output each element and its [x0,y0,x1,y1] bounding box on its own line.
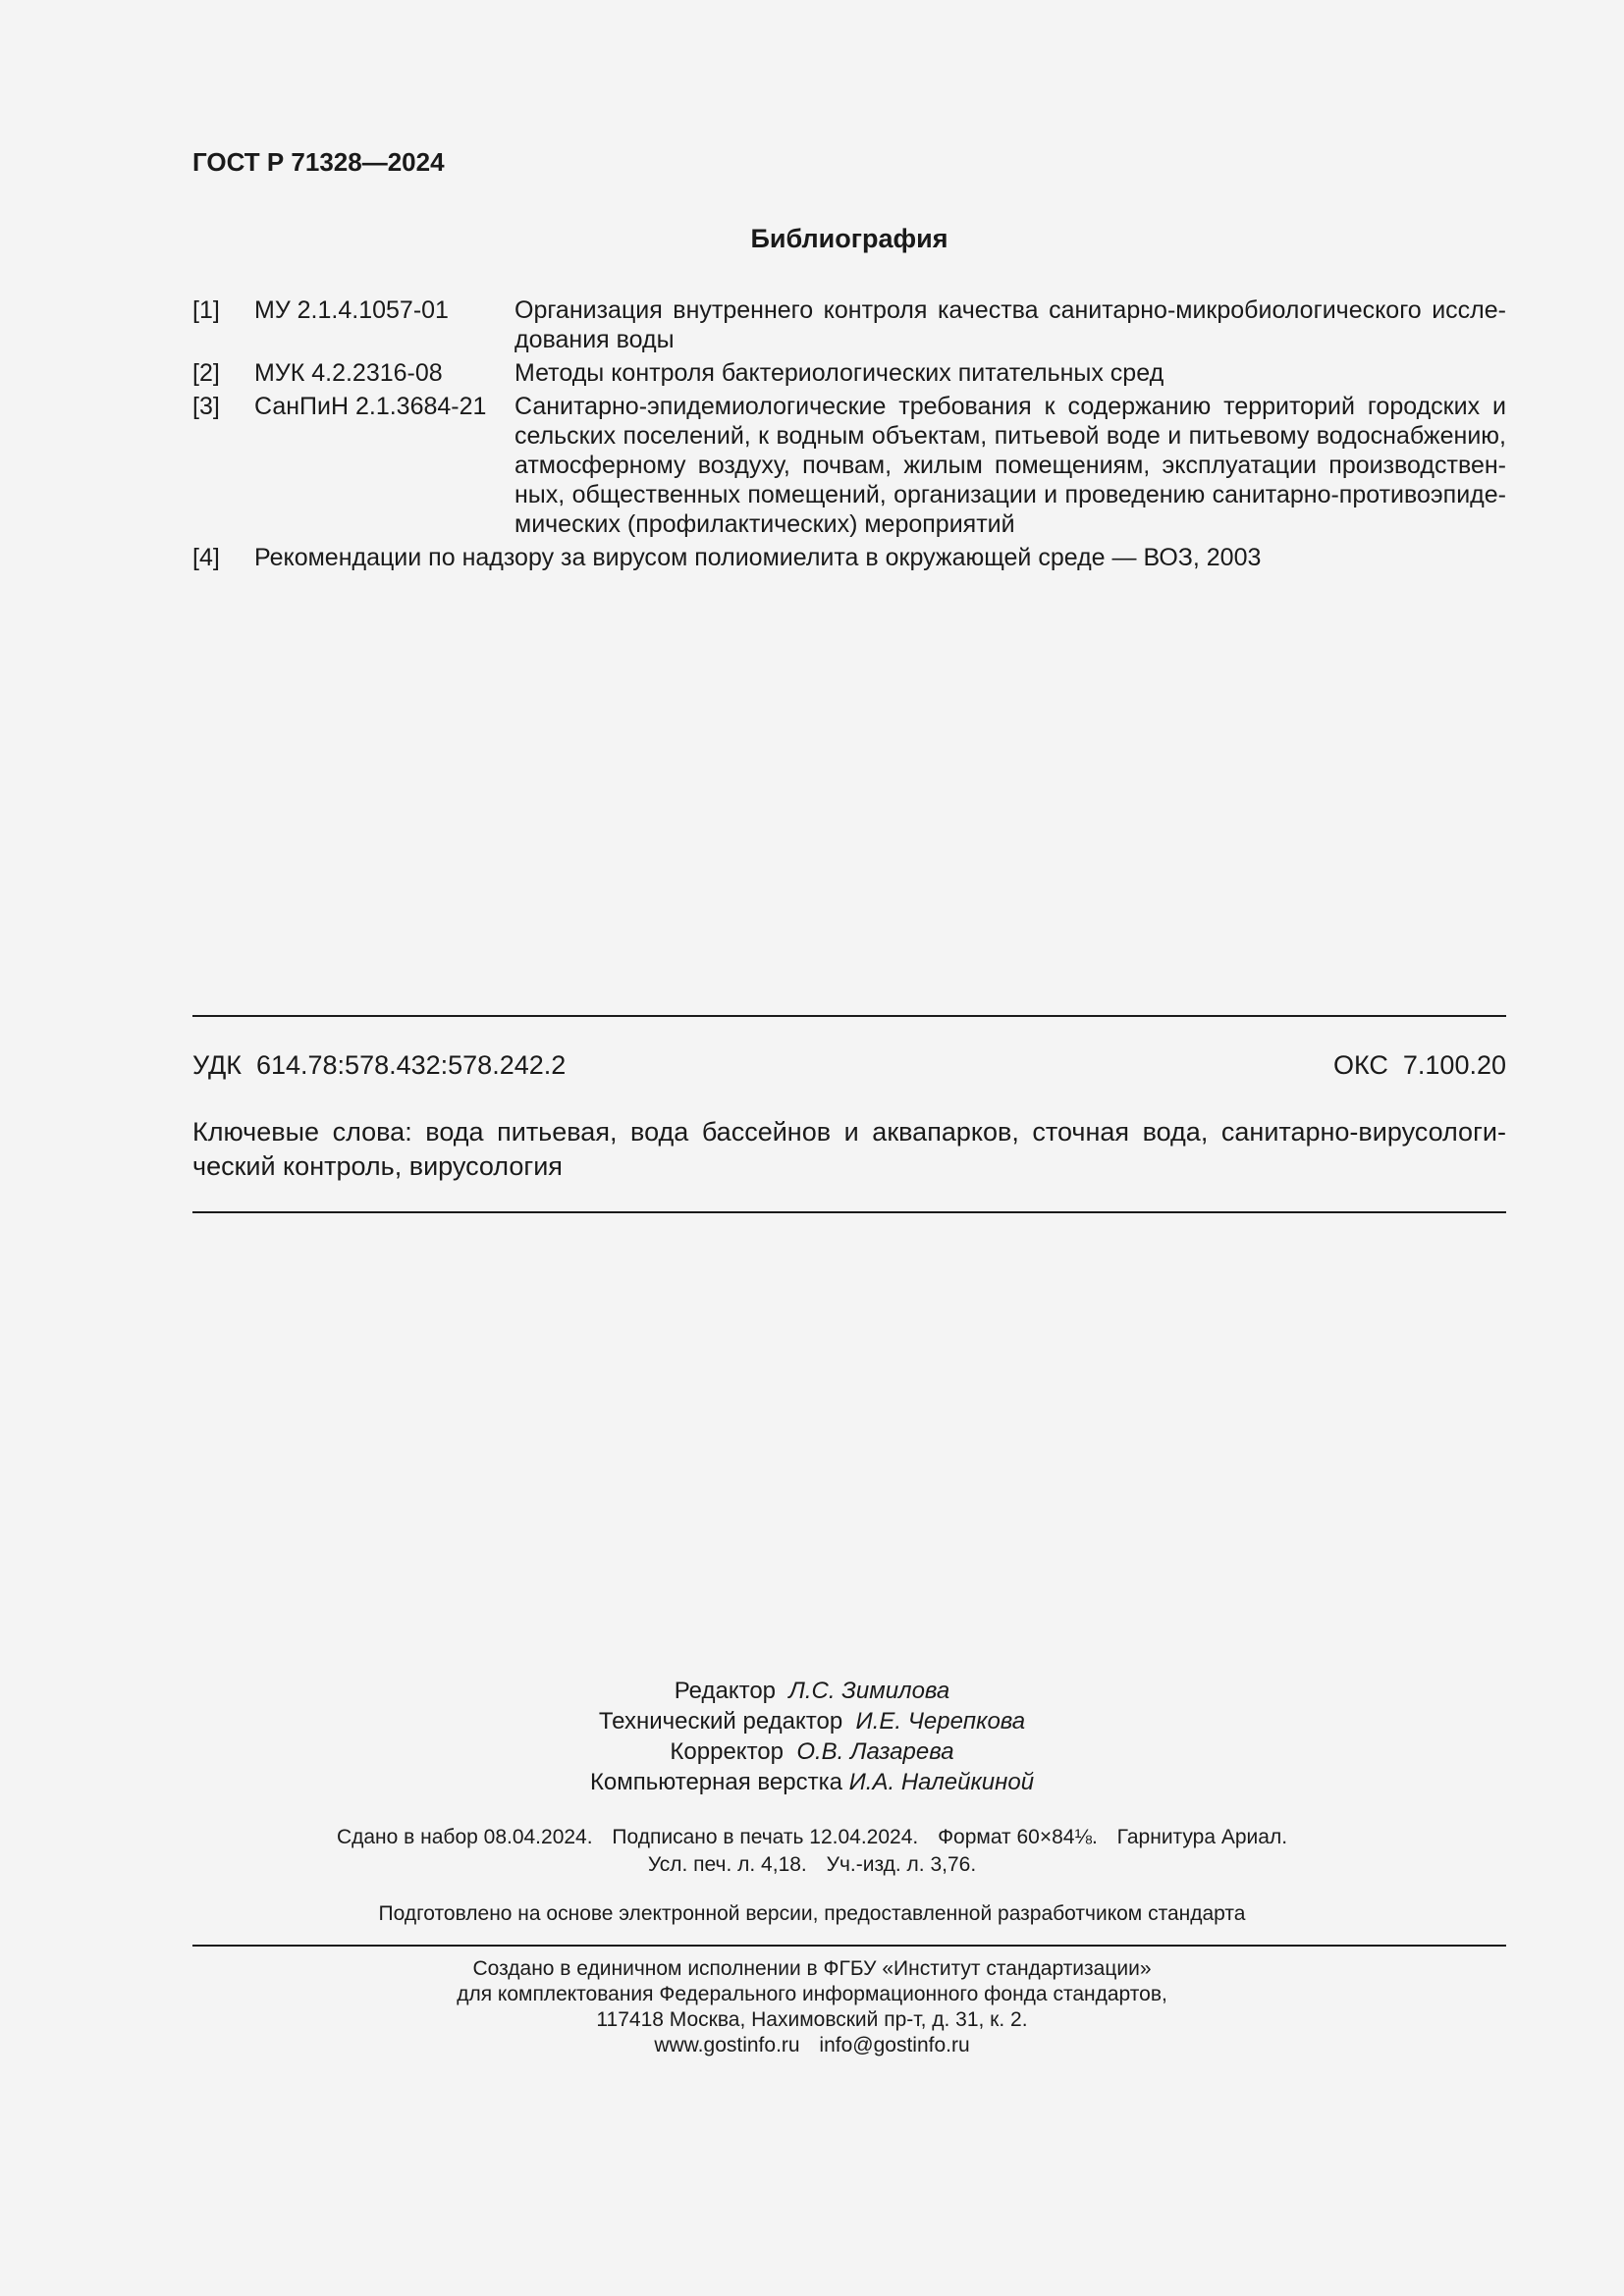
item-number: [2] [192,359,220,387]
credit-name: О.В. Лазарева [796,1738,954,1765]
credit-label: Технический редактор [598,1708,843,1735]
udk-label: УДК [192,1050,242,1080]
keywords-text: вода питьевая, вода бассейнов и аквапарков, сточная вода, санитарно-вирусологи-ческий контроль, вирусология [192,1117,1506,1181]
credit-label: Компьютерная верстка [589,1769,842,1795]
created-line: Создано в единичном исполнении в ФГБУ «Институт стандартизации» [472,1957,1152,1980]
created-info [0,1956,1624,2058]
submitted-date: Сдано в набор 08.04.2024. [336,1826,593,1848]
bibliography-item [192,295,1506,354]
bibliography-item [192,543,1506,572]
credit-name: И.Е. Черепкова [855,1708,1026,1735]
item-text: Санитарно-эпидемиологические требования к содержанию территорий городских и сельских поселений, к водным объектам, питьевой воде и питьевому водоснабжению, атмосферному воздуху, почвам, жилым помещениям, эксплуатации производствен-ных, общественных помещений, организации и проведению санитарно-противоэпиде-мических (профилактических) мероприятий [514,393,1506,538]
udk [192,1050,566,1081]
item-code: МУ 2.1.4.1057-01 [254,296,449,324]
keywords [192,1115,1506,1184]
item-text: Методы контроля бактериологических питательных сред [514,359,1164,387]
item-text: Рекомендации по надзору за вирусом полиомиелита в окружающей среде — ВОЗ, 2003 [254,544,1262,571]
publication-info [0,1824,1624,1879]
oks-label: ОКС [1332,1050,1388,1080]
item-code: СанПиН 2.1.3684-21 [254,393,487,420]
udk-value: 614.78:578.432:578.242.2 [255,1050,567,1080]
divider-top [192,1015,1506,1017]
credit-editor [0,1676,1624,1706]
contacts [0,2033,1624,2058]
publisher-sheets: Уч.-изд. л. 3,76. [826,1853,977,1876]
item-number: [3] [192,393,220,420]
credit-name: И.А. Налейкиной [848,1769,1035,1795]
prepared-note: Подготовлено на основе электронной версии, предоставленной разработчиком стандарта [378,1902,1246,1925]
oks [1333,1050,1506,1081]
credit-label: Корректор [670,1738,784,1765]
item-number: [4] [192,544,220,571]
credit-layout [0,1767,1624,1797]
print-sheets: Усл. печ. л. 4,18. [647,1853,807,1876]
bibliography-item [192,358,1506,388]
bibliography-title: Библиография [750,224,948,253]
website-link[interactable]: www.gostinfo.ru [654,2034,800,2056]
bibliography-item [192,392,1506,539]
publication-line-1 [0,1824,1624,1851]
created-line: для комплектования Федерального информационного фонда стандартов, [457,1983,1167,2005]
signed-date: Подписано в печать 12.04.2024. [612,1826,919,1848]
oks-value: 7.100.20 [1402,1050,1506,1080]
email-link[interactable]: info@gostinfo.ru [819,2034,970,2056]
keywords-label: Ключевые слова: [192,1117,412,1147]
document-code: ГОСТ Р 71328—2024 [192,147,445,177]
bibliography-list [192,295,1506,576]
item-code: МУК 4.2.2316-08 [254,359,443,387]
credit-name: Л.С. Зимилова [788,1678,950,1704]
created-line: 117418 Москва, Нахимовский пр-т, д. 31, к. 2. [596,2008,1028,2031]
divider-middle [192,1211,1506,1213]
credit-corrector [0,1736,1624,1767]
publication-line-2 [0,1851,1624,1879]
item-number: [1] [192,296,220,324]
divider-bottom [192,1945,1506,1947]
item-text: Организация внутреннего контроля качества санитарно-микробиологического иссле-дования воды [514,296,1506,353]
credits [0,1676,1624,1797]
typeface: Гарнитура Ариал. [1116,1826,1288,1848]
credit-label: Редактор [674,1678,777,1704]
format: Формат 60×84⅛. [938,1826,1098,1848]
credit-tech-editor [0,1706,1624,1736]
